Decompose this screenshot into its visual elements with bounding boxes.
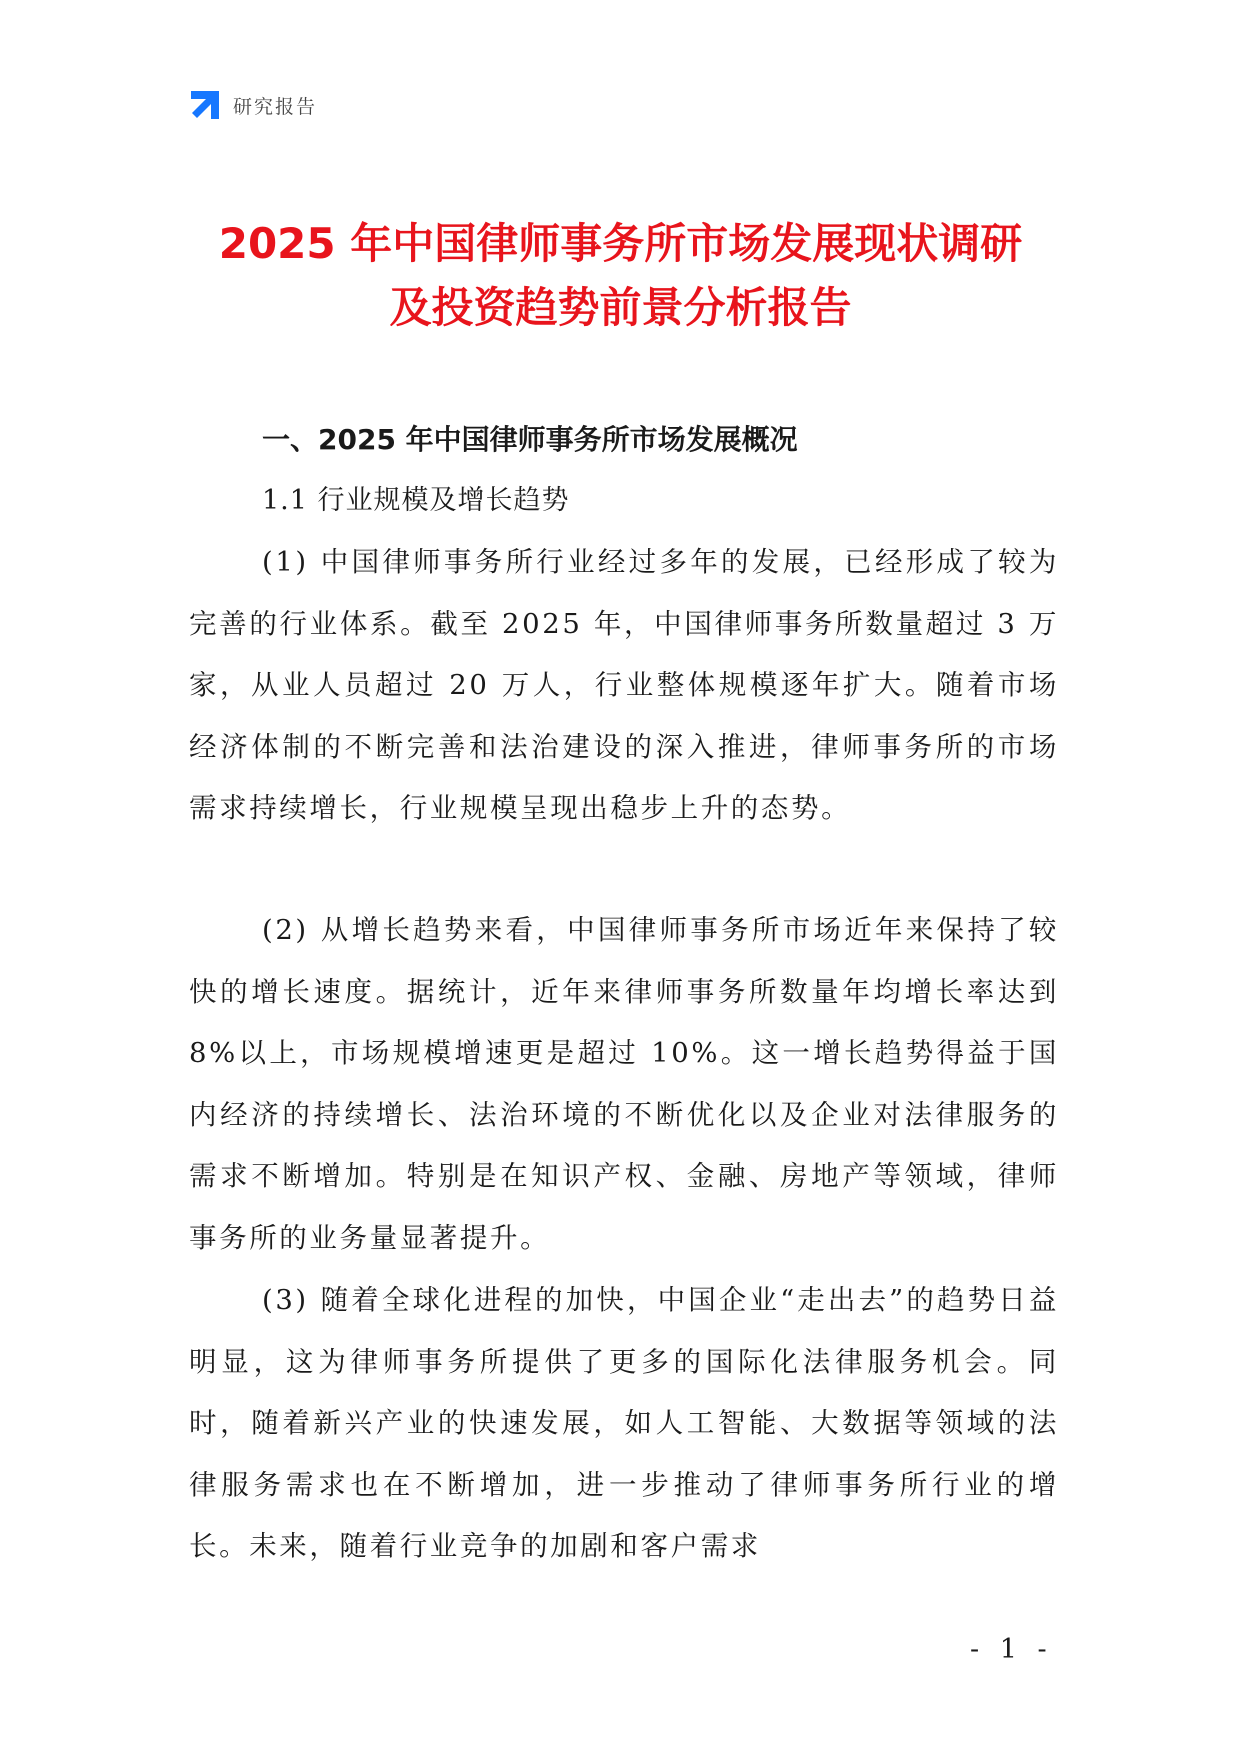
title-line-2: 及投资趋势前景分析报告 xyxy=(389,283,852,332)
section-heading: 一、2025 年中国律师事务所市场发展概况 xyxy=(262,423,798,456)
header-label: 研究报告 xyxy=(233,95,318,118)
arrow-up-right-icon xyxy=(189,89,221,121)
paragraph-3: (3) 随着全球化进程的加快，中国企业“走出去”的趋势日益明显，这为律师事务所提供了更多的国际化法律服务机会。同时，随着新兴产业的快速发展，如人工智能、大数据等领域的法律服务需求也在不断增加，进一步推动了律师事务所行业的增长。未来，随着行业竞争的加剧和客户需求 xyxy=(189,1284,1059,1562)
page-number: - 1 - xyxy=(970,1634,1053,1665)
report-header xyxy=(189,88,317,122)
paragraph-2: (2) 从增长趋势来看，中国律师事务所市场近年来保持了较快的增长速度。据统计，近年来律师事务所数量年均增长率达到 8%以上，市场规模增速更是超过 10%。这一增长趋势得益于国内经济的持续增长、法治环境的不断优化以及企业对法律服务的需求不断增加。特别是在知识产权、金融、房地产等领域，律师事务所的业务量显著提升。 xyxy=(189,914,1059,1254)
sub-heading: 1.1 行业规模及增长趋势 xyxy=(262,485,570,516)
title-line-1: 2025 年中国律师事务所市场发展现状调研 xyxy=(218,219,1023,268)
report-title xyxy=(0,212,1241,340)
paragraph-1: (1) 中国律师事务所行业经过多年的发展，已经形成了较为完善的行业体系。截至 2025 年，中国律师事务所数量超过 3 万家，从业人员超过 20 万人，行业整体规模逐年扩大。随着市场经济体制的不断完善和法治建设的深入推进，律师事务所的市场需求持续增长，行业规模呈现出稳步上升的态势。 xyxy=(189,546,1059,824)
